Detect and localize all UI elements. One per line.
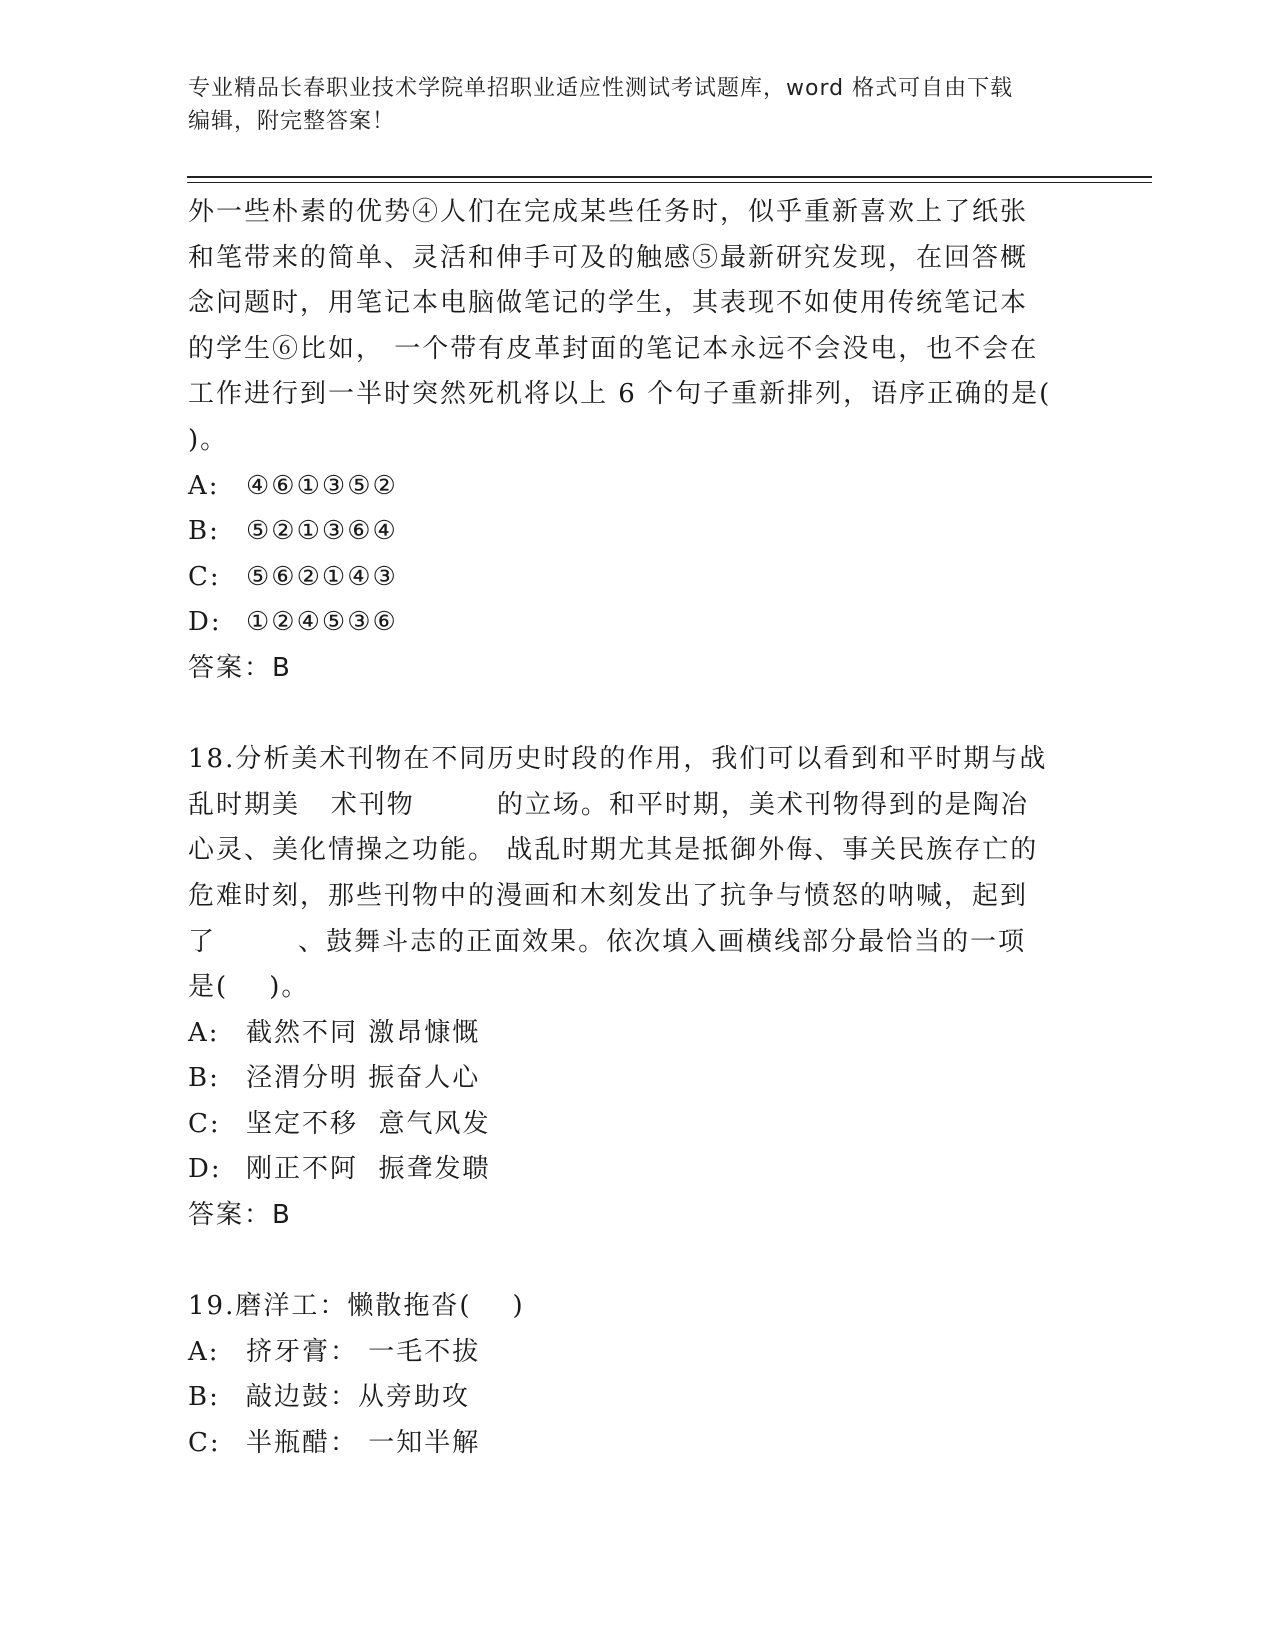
- option-key: B:: [188, 516, 220, 547]
- spacer: [188, 1239, 1068, 1285]
- spacer: [188, 692, 1068, 738]
- option-text: ⑤⑥②①④③: [246, 561, 398, 592]
- option-a: [188, 464, 1068, 510]
- option-d: [188, 600, 1068, 646]
- option-c: [188, 1102, 1068, 1148]
- question-text-line: 18.分析美术刊物在不同历史时段的作用，我们可以看到和平时期与战: [188, 744, 1048, 775]
- header-line-1: 专业精品长春职业技术学院单招职业适应性测试考试题库，word 格式可自由下载: [188, 76, 1014, 101]
- question-text-line: 危难时刻，那些刊物中的漫画和木刻发出了抗争与愤怒的呐喊，起到: [188, 880, 1029, 911]
- option-b: [188, 1375, 1068, 1421]
- option-key: D:: [188, 607, 222, 638]
- option-text: 挤牙膏： 一毛不拔: [246, 1336, 481, 1367]
- option-b: [188, 1056, 1068, 1102]
- option-key: C:: [188, 1428, 221, 1459]
- option-key: A:: [188, 470, 220, 501]
- question-text-line: 是( )。: [188, 972, 310, 1003]
- option-text: 刚正不阿 振聋发聩: [246, 1154, 491, 1185]
- question-text-line: )。: [188, 424, 229, 455]
- option-c: [188, 555, 1068, 601]
- answer-line: 答案：B: [188, 1200, 292, 1231]
- question-text-line: 外一些朴素的优势④人们在完成某些任务时，似乎重新喜欢上了纸张: [188, 197, 1029, 227]
- option-key: B:: [188, 1063, 220, 1094]
- page-header: [188, 72, 1078, 138]
- option-b: [188, 509, 1068, 555]
- header-line-2: 编辑，附完整答案！: [188, 109, 396, 134]
- answer-line: 答案：B: [188, 652, 292, 683]
- option-text: ④⑥①③⑤②: [246, 470, 398, 501]
- question-text-line: 19.磨洋工：懒散拖沓( ): [188, 1291, 525, 1322]
- option-text: ⑤②①③⑥④: [246, 516, 398, 547]
- question-17: [188, 190, 1068, 692]
- question-text-line: 了 、鼓舞斗志的正面效果。依次填入画横线部分最恰当的一项: [188, 926, 1027, 957]
- option-text: ①②④⑤③⑥: [246, 607, 398, 638]
- header-divider-thin: [187, 182, 1152, 183]
- header-divider-thick: [187, 176, 1152, 178]
- option-key: B:: [188, 1382, 220, 1413]
- option-text: 坚定不移 意气风发: [246, 1108, 491, 1139]
- option-a: [188, 1330, 1068, 1376]
- option-text: 敲边鼓：从旁助攻: [246, 1382, 471, 1413]
- option-key: D:: [188, 1154, 222, 1185]
- option-c: [188, 1421, 1068, 1467]
- option-d: [188, 1147, 1068, 1193]
- option-a: [188, 1011, 1068, 1057]
- option-text: 半瓶醋： 一知半解: [246, 1428, 481, 1459]
- question-text-line: 念问题时，用笔记本电脑做笔记的学生，其表现不如使用传统笔记本: [188, 288, 1029, 319]
- question-text-line: 乱时期美 术刊物 的立场。和平时期，美术刊物得到的是陶冶: [188, 789, 1029, 820]
- question-19: [188, 1284, 1068, 1466]
- option-key: A:: [188, 1017, 220, 1048]
- option-text: 泾渭分明 振奋人心: [246, 1063, 481, 1094]
- document-body: [188, 190, 1068, 1467]
- question-text-line: 和笔带来的简单、灵活和伸手可及的触感⑤最新研究发现，在回答概: [188, 242, 1029, 273]
- question-text-line: 工作进行到一半时突然死机将以上 6 个句子重新排列，语序正确的是(: [188, 379, 1052, 410]
- question-text-line: 的学生⑥比如， 一个带有皮革封面的笔记本永远不会没电，也不会在: [188, 333, 1039, 364]
- option-text: 截然不同 激昂慷慨: [246, 1017, 481, 1048]
- question-18: [188, 737, 1068, 1239]
- question-text-line: 心灵、美化情操之功能。 战乱时期尤其是抵御外侮、事关民族存亡的: [188, 835, 1039, 866]
- option-key: A:: [188, 1336, 220, 1367]
- option-key: C:: [188, 561, 221, 592]
- option-key: C:: [188, 1108, 221, 1139]
